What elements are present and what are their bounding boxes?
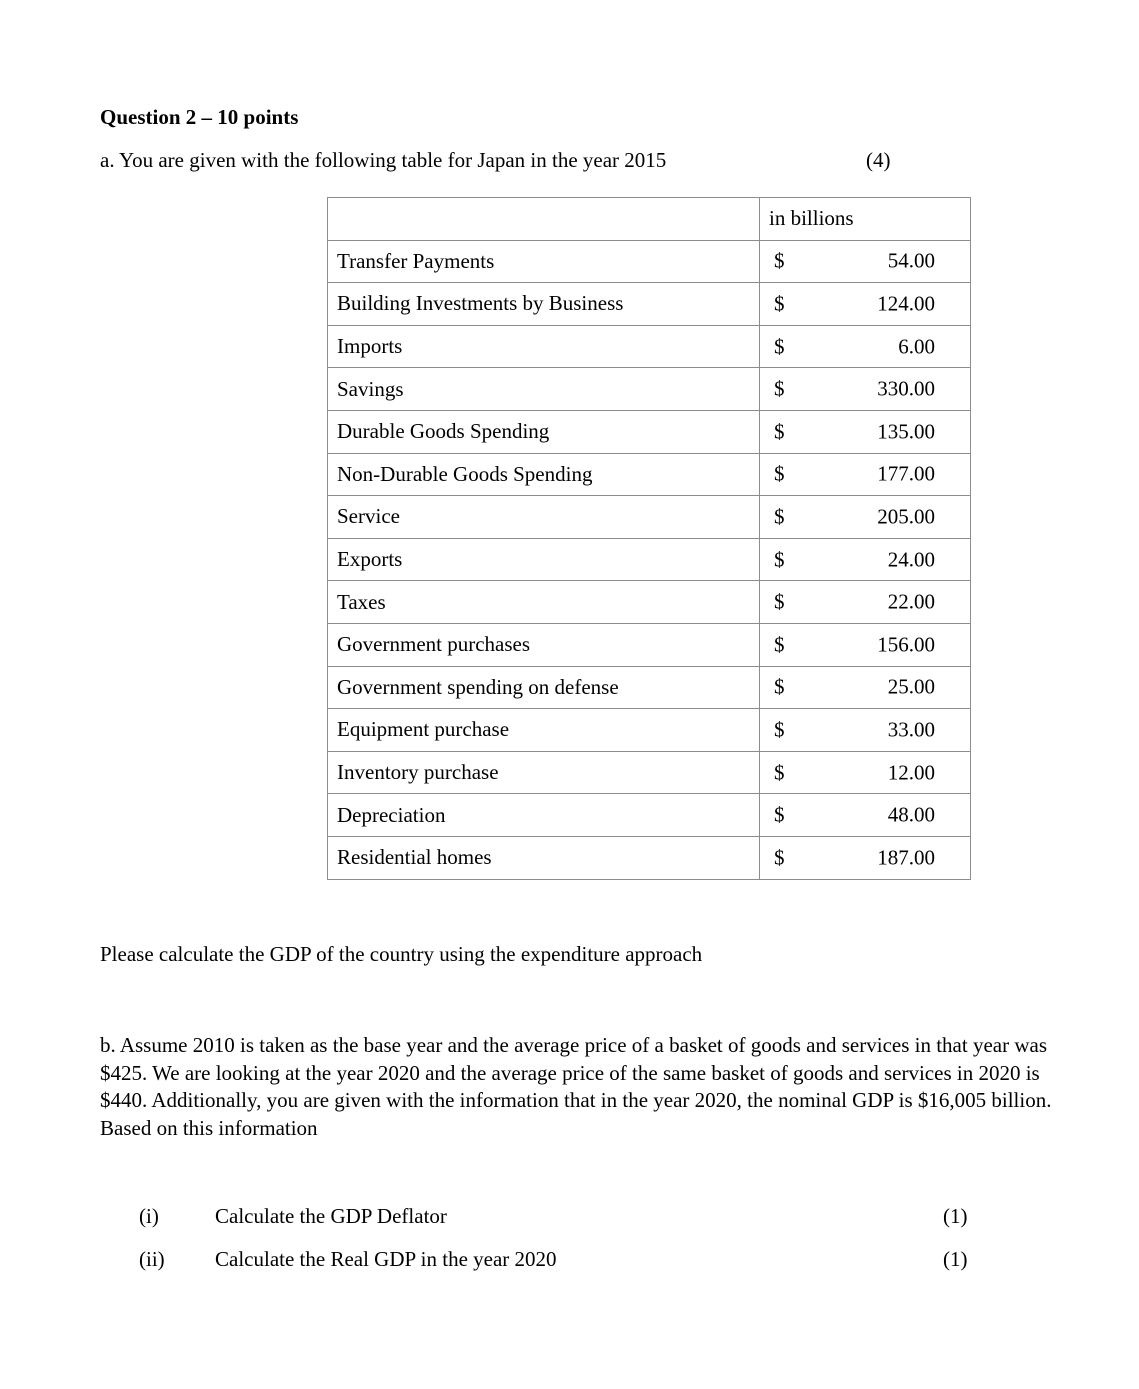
row-label: Government spending on defense [328, 666, 760, 709]
amount-value: 205.00 [877, 504, 935, 529]
row-amount [760, 666, 971, 709]
currency-symbol: $ [774, 504, 785, 529]
row-label: Government purchases [328, 623, 760, 666]
row-amount [760, 240, 971, 283]
row-label: Taxes [328, 581, 760, 624]
table-row [328, 623, 971, 666]
amount-value: 330.00 [877, 376, 935, 401]
row-label: Non-Durable Goods Spending [328, 453, 760, 496]
table-row [328, 496, 971, 539]
table-row [328, 538, 971, 581]
amount-value: 48.00 [887, 802, 935, 827]
currency-symbol: $ [774, 760, 785, 785]
amount-value: 156.00 [877, 632, 935, 657]
row-amount [760, 496, 971, 539]
currency-symbol: $ [774, 248, 785, 273]
header-label-cell [328, 198, 760, 241]
amount-value: 33.00 [887, 717, 935, 742]
row-amount [760, 581, 971, 624]
row-amount [760, 368, 971, 411]
amount-value: 22.00 [887, 589, 935, 614]
row-amount [760, 751, 971, 794]
row-label: Transfer Payments [328, 240, 760, 283]
table-row [328, 794, 971, 837]
row-label: Durable Goods Spending [328, 410, 760, 453]
row-amount [760, 283, 971, 326]
currency-symbol: $ [774, 674, 785, 699]
amount-value: 25.00 [887, 674, 935, 699]
row-label: Depreciation [328, 794, 760, 837]
amount-value: 6.00 [898, 334, 935, 359]
currency-symbol: $ [774, 461, 785, 486]
row-amount [760, 538, 971, 581]
amount-value: 135.00 [877, 419, 935, 444]
row-label: Exports [328, 538, 760, 581]
expenditure-table [327, 197, 971, 880]
table-row [328, 283, 971, 326]
row-label: Inventory purchase [328, 751, 760, 794]
subquestion-marks: (1) [943, 1204, 968, 1228]
currency-symbol: $ [774, 845, 785, 870]
currency-symbol: $ [774, 291, 785, 316]
row-amount [760, 410, 971, 453]
currency-symbol: $ [774, 632, 785, 657]
row-amount [760, 453, 971, 496]
row-label: Imports [328, 325, 760, 368]
amount-value: 12.00 [887, 760, 935, 785]
row-amount [760, 836, 971, 879]
row-amount [760, 325, 971, 368]
subquestion-text: Calculate the Real GDP in the year 2020 [215, 1247, 557, 1271]
question-title: Question 2 – 10 points [100, 105, 299, 129]
row-label: Savings [328, 368, 760, 411]
amount-value: 54.00 [887, 248, 935, 273]
table-row [328, 240, 971, 283]
amount-value: 177.00 [877, 461, 935, 486]
subquestion-marks: (1) [943, 1247, 968, 1271]
table-row [328, 325, 971, 368]
row-amount [760, 623, 971, 666]
table-row [328, 709, 971, 752]
subquestion-text: Calculate the GDP Deflator [215, 1204, 447, 1228]
table-row [328, 453, 971, 496]
row-label: Equipment purchase [328, 709, 760, 752]
table-row [328, 368, 971, 411]
part-a-prompt: Please calculate the GDP of the country using the expenditure approach [100, 942, 703, 966]
part-a-intro: a. You are given with the following table for Japan in the year 2015 [100, 148, 667, 172]
subquestion-number: (i) [139, 1204, 159, 1228]
table-row [328, 751, 971, 794]
currency-symbol: $ [774, 717, 785, 742]
part-a-marks: (4) [866, 148, 891, 172]
row-amount [760, 709, 971, 752]
currency-symbol: $ [774, 334, 785, 359]
table-row [328, 836, 971, 879]
currency-symbol: $ [774, 376, 785, 401]
row-label: Service [328, 496, 760, 539]
amount-value: 24.00 [887, 547, 935, 572]
currency-symbol: $ [774, 589, 785, 614]
currency-symbol: $ [774, 547, 785, 572]
currency-symbol: $ [774, 419, 785, 444]
subquestion-number: (ii) [139, 1247, 165, 1271]
part-b-text: b. Assume 2010 is taken as the base year and the average price of a basket of goods and services in that year was $425. We are looking at the year 2020 and the average price of the same basket of goods and services in 2020 is $440. Additionally, you are given with the information that in the year 2020, the nominal GDP is $16,005 billion. Based on this information [100, 1033, 1052, 1140]
header-unit-cell: in billions [760, 198, 971, 241]
table-header-row [328, 198, 971, 241]
row-label: Residential homes [328, 836, 760, 879]
table-row [328, 666, 971, 709]
row-label: Building Investments by Business [328, 283, 760, 326]
row-amount [760, 794, 971, 837]
currency-symbol: $ [774, 802, 785, 827]
table-row [328, 410, 971, 453]
amount-value: 187.00 [877, 845, 935, 870]
amount-value: 124.00 [877, 291, 935, 316]
table-row [328, 581, 971, 624]
